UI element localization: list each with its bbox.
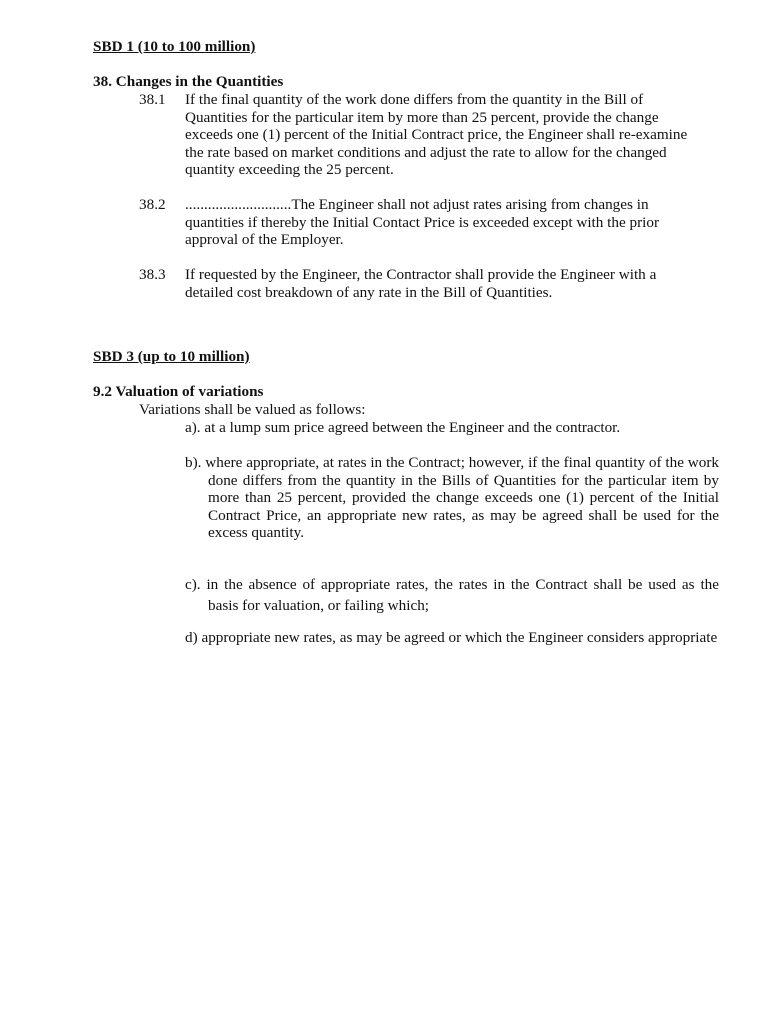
sbd3-intro: Variations shall be valued as follows: (139, 401, 366, 418)
sbd3-section-title: 9.2 Valuation of variations (93, 383, 264, 400)
variation-item-d: d) appropriate new rates, as may be agreed or which the Engineer considers appropriate (185, 629, 718, 646)
clause-38-2 (139, 196, 699, 249)
clause-38-3 (139, 266, 699, 301)
variation-item-a: a). at a lump sum price agreed between the Engineer and the contractor. (185, 419, 621, 436)
clause-38-1 (139, 91, 699, 179)
variation-item-b: b). where appropriate, at rates in the Contract; however, if the final quantity of the work done differs from the quantity in the Bills of Quantities for the particular item by more than 25 percent, provided the change exceeds one (1) percent of the Initial Contract Price, an appropriate new rates, as may be agreed shall be used for the excess quantity. (185, 454, 719, 542)
clause-text: If the final quantity of the work done differs from the quantity in the Bill of Quantities for the particular item by more than 25 percent, provide the change exceeds one (1) percent of the Initial Contract price, the Engineer shall re-examine the rate based on market conditions and adjust the rate to allow for the changed quantity exceeding the 25 percent. (185, 91, 688, 179)
sbd1-section-title: 38. Changes in the Quantities (93, 73, 284, 90)
variation-item-c: c). in the absence of appropriate rates, the rates in the Contract shall be used as the basis for valuation, or failing which; (185, 576, 719, 614)
clause-number: 38.2 (139, 196, 166, 213)
clause-text: If requested by the Engineer, the Contractor shall provide the Engineer with a detailed cost breakdown of any rate in the Bill of Quantities. (185, 266, 657, 301)
sbd1-heading: SBD 1 (10 to 100 million) (93, 38, 256, 55)
clause-text: ............................The Engineer shall not adjust rates arising from changes in quantities if thereby the Initial Contact Price is exceeded except with the prior approval of the Employer. (185, 196, 660, 249)
clause-number: 38.3 (139, 266, 166, 283)
sbd3-heading: SBD 3 (up to 10 million) (93, 348, 250, 365)
clause-number: 38.1 (139, 91, 166, 108)
